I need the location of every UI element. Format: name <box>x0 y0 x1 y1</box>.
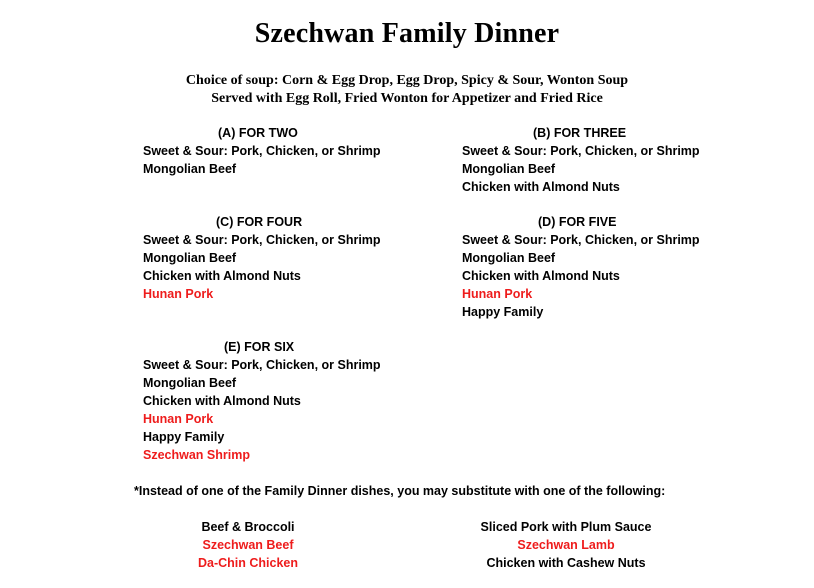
substitution-right-list <box>466 518 666 572</box>
package-d-item: Sweet & Sour: Pork, Chicken, or Shrimp <box>462 233 700 247</box>
substitution-item-highlight: Da-Chin Chicken <box>197 556 298 570</box>
package-c-item: Sweet & Sour: Pork, Chicken, or Shrimp <box>143 233 381 247</box>
package-e-item: Sweet & Sour: Pork, Chicken, or Shrimp <box>143 358 381 372</box>
package-b-heading: (B) FOR THREE <box>533 126 627 140</box>
package-a-items <box>143 142 381 178</box>
package-d-item: Happy Family <box>462 305 544 319</box>
package-c-items <box>143 231 381 303</box>
substitution-item: Chicken with Cashew Nuts <box>486 556 646 570</box>
package-a-item: Mongolian Beef <box>143 162 237 176</box>
package-e-item-highlight: Szechwan Shrimp <box>143 448 250 462</box>
substitution-item: Sliced Pork with Plum Sauce <box>480 520 652 534</box>
package-a-heading: (A) FOR TWO <box>218 126 298 140</box>
page-title: Szechwan Family Dinner <box>254 18 560 49</box>
served-with-line: Served with Egg Roll, Fried Wonton for Appetizer and Fried Rice <box>211 91 603 106</box>
package-d-heading: (D) FOR FIVE <box>538 215 617 229</box>
package-c-heading: (C) FOR FOUR <box>216 215 303 229</box>
package-b-item: Mongolian Beef <box>462 162 556 176</box>
substitution-item-highlight: Szechwan Lamb <box>517 538 615 552</box>
package-b-items <box>462 142 700 196</box>
package-e-item: Happy Family <box>143 430 225 444</box>
substitution-note: *Instead of one of the Family Dinner dishes, you may substitute with one of the following: <box>134 484 666 498</box>
package-e-heading: (E) FOR SIX <box>224 340 295 354</box>
package-c-item: Mongolian Beef <box>143 251 237 265</box>
package-e-item: Mongolian Beef <box>143 376 237 390</box>
soup-choice-line: Choice of soup: Corn & Egg Drop, Egg Drop, Spicy & Sour, Wonton Soup <box>185 73 629 88</box>
package-d-item: Chicken with Almond Nuts <box>462 269 620 283</box>
package-e-item: Chicken with Almond Nuts <box>143 394 301 408</box>
package-e-items <box>143 356 381 464</box>
package-d-item: Mongolian Beef <box>462 251 556 265</box>
package-d-item-highlight: Hunan Pork <box>462 287 533 301</box>
substitution-item: Beef & Broccoli <box>201 520 295 534</box>
substitution-left-list <box>168 518 328 572</box>
package-a-item: Sweet & Sour: Pork, Chicken, or Shrimp <box>143 144 381 158</box>
substitution-item-highlight: Szechwan Beef <box>202 538 294 552</box>
package-b-item: Chicken with Almond Nuts <box>462 180 620 194</box>
package-b-item: Sweet & Sour: Pork, Chicken, or Shrimp <box>462 144 700 158</box>
package-d-items <box>462 231 700 321</box>
package-c-item: Chicken with Almond Nuts <box>143 269 301 283</box>
package-e-item-highlight: Hunan Pork <box>143 412 214 426</box>
package-c-item-highlight: Hunan Pork <box>143 287 214 301</box>
